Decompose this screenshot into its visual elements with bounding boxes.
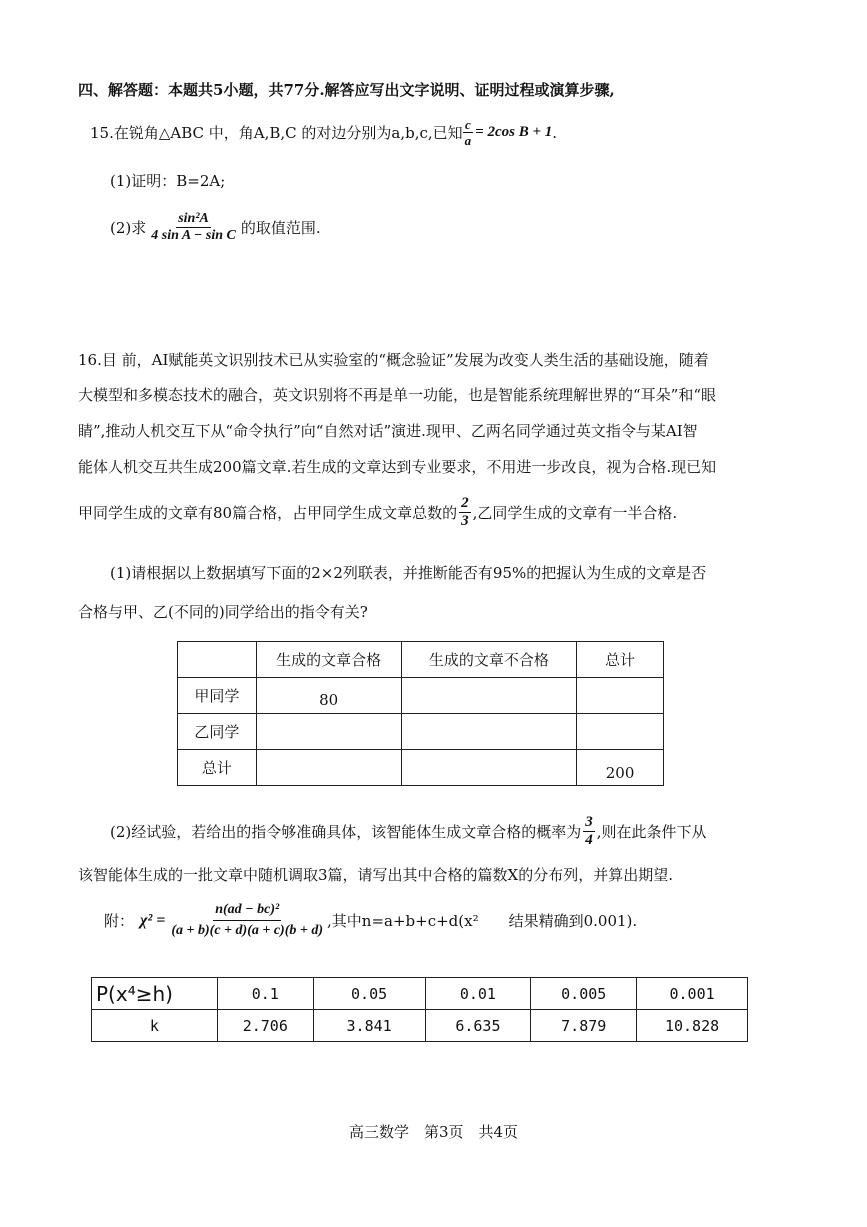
contingency-header-qualified: 生成的文章合格 [256, 642, 401, 678]
cell-yi-unqualified [401, 714, 577, 750]
q15-part2 [110, 212, 321, 243]
q15-stem [90, 118, 557, 147]
cell-yi-qualified [256, 714, 401, 750]
contingency-header-row [178, 642, 664, 678]
q15-part1: (1)证明：B=2A; [110, 172, 226, 190]
q15-cond-denominator: a [464, 133, 472, 148]
k-value-cell: 10.828 [637, 1010, 748, 1042]
table-row [92, 1010, 748, 1042]
cell-grand-total: 200 [577, 750, 664, 786]
q16-ratio-fraction [459, 496, 471, 529]
q16-ratio-numerator: 2 [461, 495, 469, 511]
p-value-cell: 0.001 [637, 978, 748, 1010]
critical-value-table [91, 977, 748, 1042]
cell-total-qualified [256, 750, 401, 786]
cell-total-unqualified [401, 750, 577, 786]
row-label-total: 总计 [178, 750, 257, 786]
p-value-cell: 0.005 [531, 978, 637, 1010]
q15-part2-prefix: (2)求 [110, 219, 147, 237]
k-value-cell: 3.841 [313, 1010, 425, 1042]
cell-jia-total [577, 678, 664, 714]
contingency-table [177, 641, 664, 786]
row-label-jia: 甲同学 [178, 678, 257, 714]
q16-part1-line-2: 合格与甲、乙(不同的)同学给出的指令有关? [78, 603, 368, 621]
cell-yi-total [577, 714, 664, 750]
q15-stem-text: 15.在锐角△ABC 中，角A,B,C 的对边分别为a,b,c,已知 [90, 124, 463, 142]
q16-probability-numerator: 3 [585, 814, 593, 830]
p-value-cell: 0.1 [217, 978, 313, 1010]
q15-cond-end: . [552, 123, 558, 142]
contingency-header-unqualified: 生成的文章不合格 [401, 642, 577, 678]
cell-jia-qualified: 80 [256, 678, 401, 714]
section-title: 四、解答题：本题共5小题，共77分.解答应写出文字说明、证明过程或演算步骤, [78, 81, 615, 99]
q15-cond-rhs: = 2cos B + 1 [475, 124, 553, 140]
p-value-cell: 0.05 [313, 978, 425, 1010]
q16-para-line-2: 大模型和多模态技术的融合，英文识别将不再是单一功能，也是智能系统理解世界的“耳朵”和“眼 [78, 386, 717, 404]
q15-part2-suffix: 的取值范围. [240, 219, 321, 237]
q16-part2-suffix: ,则在此条件下从 [596, 823, 707, 841]
k-value-cell: 6.635 [425, 1010, 531, 1042]
q16-para-line-5 [78, 496, 677, 529]
q16-line5-suffix: ,乙同学生成的文章有一半合格. [472, 504, 678, 522]
table-row [178, 678, 664, 714]
page-footer: 高三数学 第3页 共4页 [348, 1123, 519, 1141]
q16-probability-fraction [583, 815, 595, 848]
contingency-header-blank [178, 642, 257, 678]
probability-header: P(x⁴≥h) [92, 978, 218, 1010]
chi-square-fraction [169, 903, 325, 938]
q16-part2-line-2: 该智能体生成的一批文章中随机调取3篇，请写出其中合格的篇数X的分布列，并算出期望. [78, 866, 673, 884]
chi-square-symbol: χ² = [140, 911, 166, 929]
q16-para-line-3: 睛”,推动人机交互下从“命令执行”向“自然对话”演进.现甲、乙两名同学通过英文指令与某AI智 [78, 422, 698, 440]
k-value-cell: 7.879 [531, 1010, 637, 1042]
appendix-line [104, 903, 637, 938]
k-value-cell: 2.706 [217, 1010, 313, 1042]
q16-para-line-4: 能体人机交互共生成200篇文章.若生成的文章达到专业要求，不用进一步改良，视为合格.现已知 [78, 458, 717, 476]
q15-part2-numerator: sin²A [178, 211, 209, 226]
chi-square-numerator: n(ad − bc)² [213, 903, 281, 921]
q15-part2-fraction [149, 212, 238, 243]
k-label: k [92, 1010, 218, 1042]
q16-para-line-1: 16.目 前，AI赋能英文识别技术已从实验室的“概念验证”发展为改变人类生活的基础设施，随着 [78, 351, 709, 369]
q16-line5-prefix: 甲同学生成的文章有80篇合格，占甲同学生成文章总数的 [78, 504, 458, 522]
contingency-header-total: 总计 [577, 642, 664, 678]
q15-part2-denominator: 4 sin A − sin C [151, 228, 236, 243]
q16-ratio-denominator: 3 [461, 513, 469, 529]
appendix-label: 附： [104, 912, 135, 930]
appendix-suffix: ,其中n=a+b+c+d(x² [327, 912, 479, 930]
row-label-yi: 乙同学 [178, 714, 257, 750]
q15-condition-fraction [463, 118, 474, 147]
q16-part2-line-1 [110, 815, 707, 848]
chi-square-denominator: (a + b)(c + d)(a + c)(b + d) [171, 923, 324, 938]
appendix-note: 结果精确到0.001). [508, 912, 638, 930]
table-row [178, 750, 664, 786]
q16-probability-denominator: 4 [585, 832, 593, 848]
q16-part2-prefix: (2)经试验，若给出的指令够准确具体，该智能体生成文章合格的概率为 [110, 823, 582, 841]
table-row [92, 978, 748, 1010]
q15-cond-numerator: c [465, 117, 471, 132]
table-row [178, 714, 664, 750]
p-value-cell: 0.01 [425, 978, 531, 1010]
cell-jia-unqualified [401, 678, 577, 714]
q16-part1-line-1: (1)请根据以上数据填写下面的2×2列联表，并推断能否有95%的把握认为生成的文章是否 [110, 564, 707, 582]
